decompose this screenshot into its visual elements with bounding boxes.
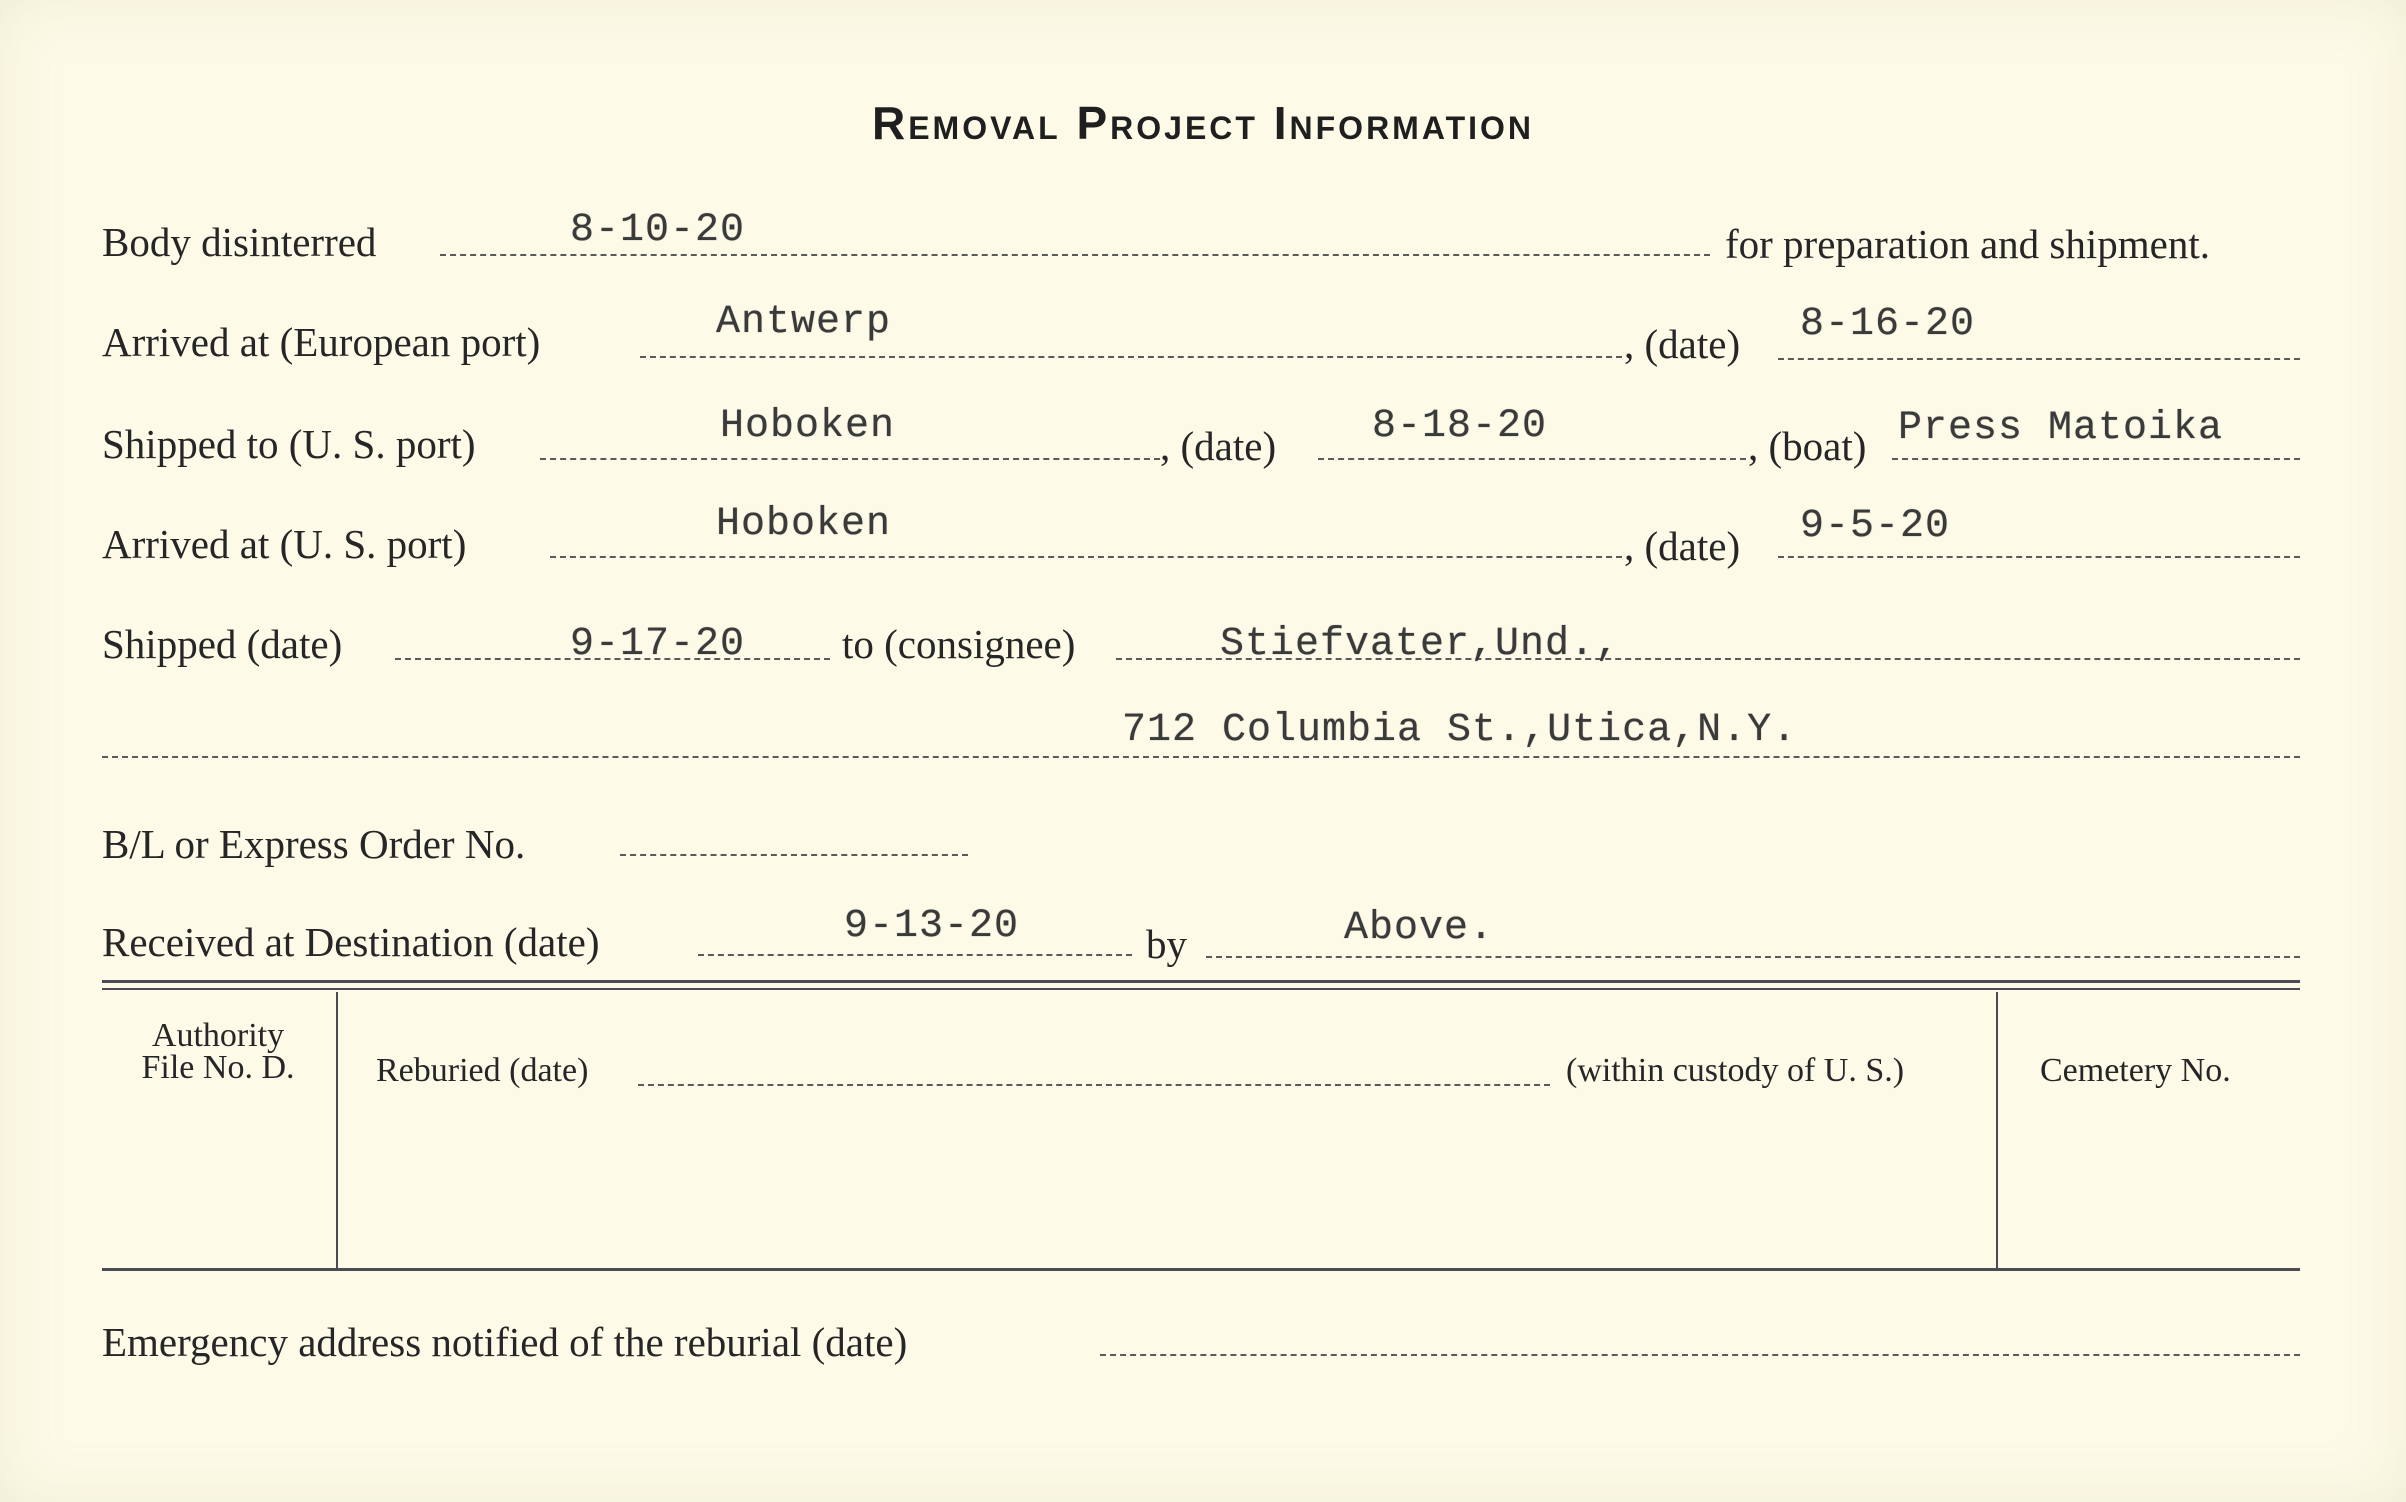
- received-by-label: by: [1146, 921, 1187, 967]
- disinterred-date: 8-10-20: [570, 208, 746, 253]
- boat-line: [1892, 458, 2300, 460]
- received-date-line: [698, 954, 1132, 956]
- arrived-european-label: Arrived at (European port): [102, 319, 541, 365]
- address-line: [102, 756, 2300, 758]
- bl-label: B/L or Express Order No.: [102, 821, 526, 867]
- shipped-date: 9-17-20: [570, 622, 746, 667]
- reburied-line: [638, 1084, 1550, 1086]
- consignee-name: Stiefvater,Und.,: [1220, 622, 1621, 667]
- arrived-european-port: Antwerp: [716, 300, 892, 345]
- page-title: Removal Project Information: [871, 97, 1535, 149]
- arrived-european-date-line: [1778, 358, 2300, 360]
- authority-label: Authority: [151, 1017, 285, 1054]
- arrived-us-line: [550, 556, 1622, 558]
- received-label: Received at Destination (date): [102, 919, 600, 965]
- received-by: Above.: [1344, 906, 1495, 951]
- cemetery-label: Cemetery No.: [2040, 1052, 2231, 1089]
- disinterred-line: [440, 254, 1710, 256]
- arrived-us-date-label: , (date): [1624, 523, 1741, 569]
- file-no-label: File No. D.: [141, 1049, 295, 1086]
- arrived-us-date-line: [1778, 556, 2300, 558]
- arrived-european-date: 8-16-20: [1800, 302, 1976, 347]
- table-divider-left: [336, 992, 338, 1268]
- table-top-rule-second: [102, 988, 2300, 990]
- preparation-label: for preparation and shipment.: [1725, 221, 2211, 267]
- reburied-label: Reburied (date): [376, 1052, 589, 1089]
- table-top-rule: [102, 980, 2300, 983]
- custody-label: (within custody of U. S.): [1566, 1052, 1905, 1089]
- arrived-european-line: [640, 356, 1622, 358]
- table-bottom-rule: [102, 1268, 2300, 1271]
- shipped-us-date-label: , (date): [1160, 423, 1277, 469]
- received-date: 9-13-20: [844, 904, 1020, 949]
- boat-name: Press Matoika: [1898, 406, 2224, 451]
- bl-line: [620, 854, 968, 856]
- arrived-us-port: Hoboken: [716, 502, 892, 547]
- disinterred-label: Body disinterred: [102, 219, 377, 265]
- consignee-address: 712 Columbia St.,Utica,N.Y.: [1122, 708, 1798, 753]
- emergency-label: Emergency address notified of the reburial (date): [102, 1319, 908, 1365]
- shipped-us-date-line: [1318, 458, 1746, 460]
- arrived-european-date-label: , (date): [1624, 321, 1741, 367]
- boat-label: , (boat): [1748, 423, 1867, 469]
- shipped-date-label: Shipped (date): [102, 621, 343, 667]
- shipped-us-label: Shipped to (U. S. port): [102, 421, 476, 467]
- arrived-us-date: 9-5-20: [1800, 504, 1951, 549]
- authority-cell: [102, 1017, 334, 1086]
- shipped-us-port: Hoboken: [720, 404, 896, 449]
- arrived-us-label: Arrived at (U. S. port): [102, 521, 467, 567]
- shipped-us-date: 8-18-20: [1372, 404, 1548, 449]
- emergency-line: [1100, 1354, 2300, 1356]
- consignee-label: to (consignee): [842, 621, 1076, 667]
- table-divider-right: [1996, 992, 1998, 1268]
- shipped-us-line: [540, 458, 1160, 460]
- received-by-line: [1206, 956, 2300, 958]
